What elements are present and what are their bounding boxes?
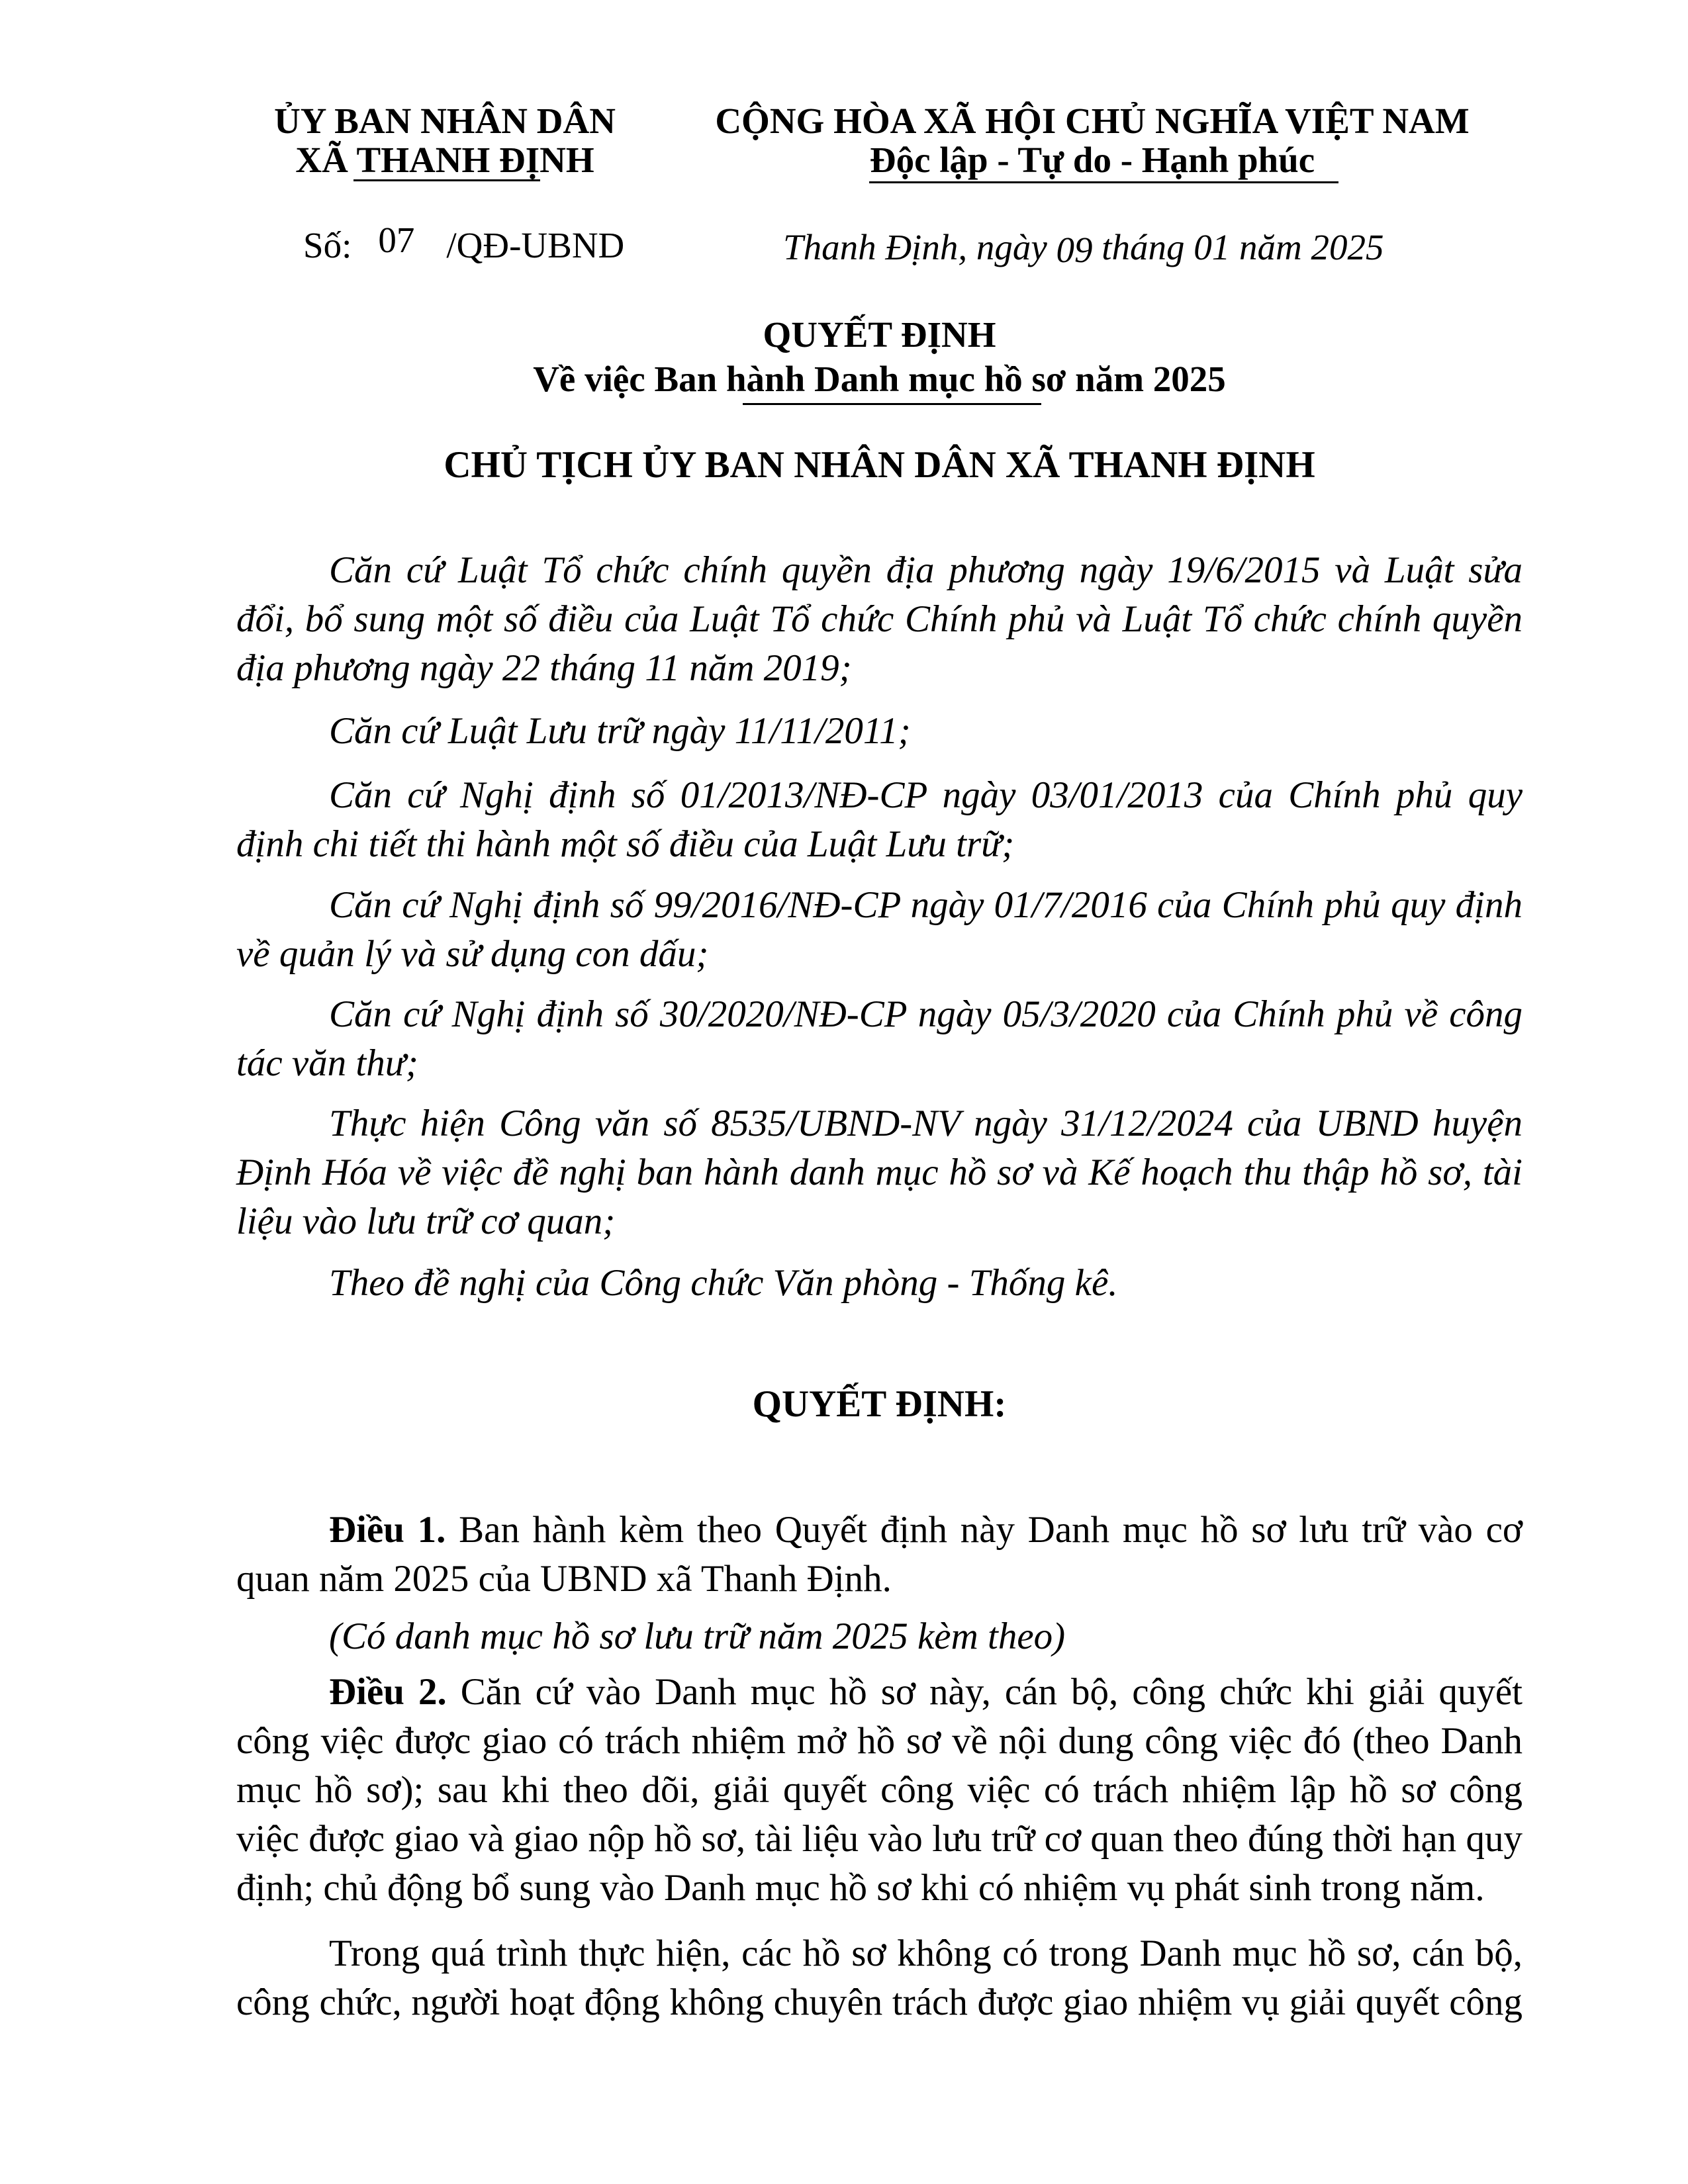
doc-number-prefix: Số: [303,225,352,265]
place-date-suffix: tháng 01 năm 2025 [1102,227,1384,267]
place-date-line [783,224,1384,271]
nation-motto: Độc lập - Tự do - Hạnh phúc [869,140,1315,180]
subject-underline [743,403,1041,405]
authority-heading: CHỦ TỊCH ỦY BAN NHÂN DÂN XÃ THANH ĐỊNH [444,444,1315,486]
article-1-label: Điều 1. [329,1509,446,1551]
article-2-continuation: Trong quá trình thực hiện, các hồ sơ không có trong Danh mục hồ sơ, cán bộ, công chức, người hoạt động không chuyên trách được giao nhiệm vụ giải quyết công [236,1933,1523,2023]
motto-underline [869,181,1338,183]
article-1 [236,1506,1523,1604]
preamble-6: Thực hiện Công văn số 8535/UBND-NV ngày 31/12/2024 của UBND huyện Định Hóa về việc đề nghị ban hành danh mục hồ sơ và Kế hoạch thu thập hồ sơ, tài liệu vào lưu trữ cơ quan; [236,1103,1523,1242]
doc-number-line [303,222,624,269]
doc-type-title: QUYẾT ĐỊNH [763,314,996,355]
doc-subject: Về việc Ban hành Danh mục hồ sơ năm 2025 [533,359,1226,399]
decision-heading: QUYẾT ĐỊNH: [752,1383,1007,1425]
agency-name-line1: ỦY BAN NHÂN DÂN [274,101,616,141]
date-day: 09 [1056,230,1093,270]
article-2-text: Căn cứ vào Danh mục hồ sơ này, cán bộ, công chức khi giải quyết công việc được giao có trách nhiệm mở hồ sơ về nội dung công việc đó (theo Danh mục hồ sơ); sau khi theo dõi, giải quyết công việc có trách nhiệm lập hồ sơ công việc được giao và giao nộp hồ sơ, tài liệu vào lưu trữ cơ quan theo đúng thời hạn quy định; chủ động bổ sung vào Danh mục hồ sơ khi có nhiệm vụ phát sinh trong năm. [236,1671,1523,1909]
doc-number: 07 [378,220,415,260]
agency-name-line2: XÃ THANH ĐỊNH [295,140,594,180]
preamble-3: Căn cứ Nghị định số 01/2013/NĐ-CP ngày 03/01/2013 của Chính phủ quy định chi tiết thi hành một số điều của Luật Lưu trữ; [236,774,1523,865]
doc-number-suffix: /QĐ-UBND [446,225,625,265]
preamble-2: Căn cứ Luật Lưu trữ ngày 11/11/2011; [329,710,911,752]
preamble-5: Căn cứ Nghị định số 30/2020/NĐ-CP ngày 05/3/2020 của Chính phủ về công tác văn thư; [236,993,1523,1084]
article-1-note: (Có danh mục hồ sơ lưu trữ năm 2025 kèm theo) [329,1615,1066,1657]
agency-underline [353,179,540,181]
place-date-prefix: Thanh Định, ngày [783,227,1047,267]
article-2 [236,1668,1523,1913]
preamble-7: Theo đề nghị của Công chức Văn phòng - Thống kê. [329,1262,1118,1304]
article-2-label: Điều 2. [329,1671,447,1713]
nation-name: CỘNG HÒA XÃ HỘI CHỦ NGHĨA VIỆT NAM [715,101,1470,141]
preamble-1: Căn cứ Luật Tổ chức chính quyền địa phương ngày 19/6/2015 và Luật sửa đổi, bổ sung một số điều của Luật Tổ chức Chính phủ và Luật Tổ chức chính quyền địa phương ngày 22 tháng 11 năm 2019; [236,549,1523,689]
preamble-4: Căn cứ Nghị định số 99/2016/NĐ-CP ngày 01/7/2016 của Chính phủ quy định về quản lý và sử dụng con dấu; [236,884,1523,975]
article-1-text: Ban hành kèm theo Quyết định này Danh mục hồ sơ lưu trữ vào cơ quan năm 2025 của UBND xã Thanh Định. [236,1509,1523,1600]
